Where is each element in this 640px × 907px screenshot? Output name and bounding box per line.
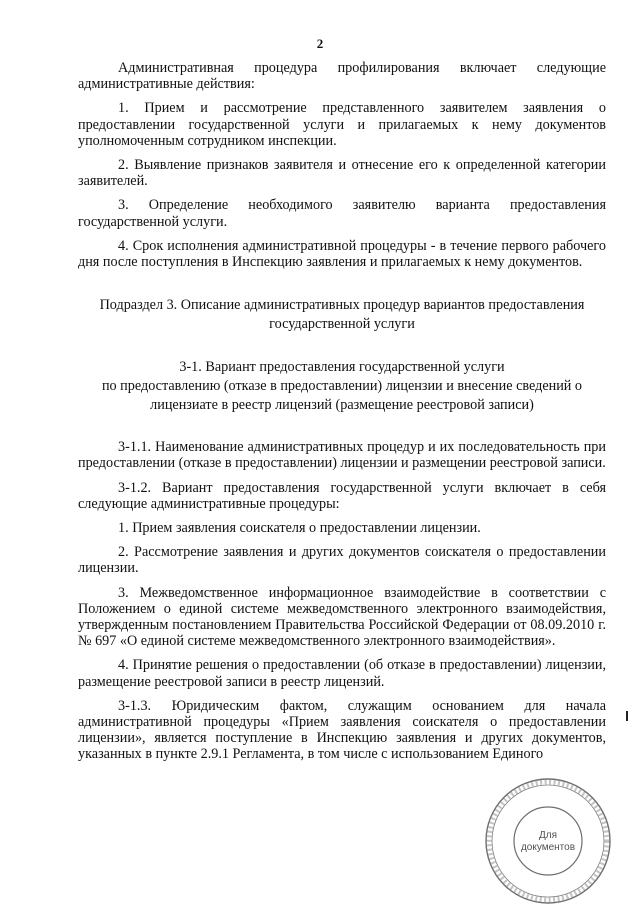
- document-body: [78, 60, 606, 771]
- paragraph: 4. Срок исполнения административной процедуры - в течение первого рабочего дня после поступления в Инспекцию заявления и прилагаемых к нему документов.: [78, 237, 606, 271]
- stamp-scribble-ring: [489, 782, 607, 900]
- stamp-middle-ring: [492, 785, 604, 897]
- paragraph: 1. Прием и рассмотрение представленного заявителем заявления о предоставлении государственной услуги и прилагаемых к нему документов уполномоченным сотрудником инспекции.: [78, 100, 606, 149]
- paragraph: 4. Принятие решения о предоставлении (об отказе в предоставлении) лицензии, размещение реестровой записи в реестр лицензий.: [78, 657, 606, 690]
- paragraph: 3-1.2. Вариант предоставления государственной услуги включает в себя следующие административные процедуры:: [78, 479, 606, 512]
- paragraph: 3. Определение необходимого заявителю варианта предоставления государственной услуги.: [78, 197, 606, 230]
- paragraph: Административная процедура профилирования включает следующие административные действия:: [78, 60, 606, 93]
- paragraph: 2. Выявление признаков заявителя и отнесение его к определенной категории заявителей.: [78, 157, 606, 190]
- variant-heading: [78, 358, 606, 415]
- paragraph: 1. Прием заявления соискателя о предоставлении лицензии.: [118, 520, 481, 537]
- margin-mark: [626, 711, 628, 721]
- variant-heading-line2: по предоставлению (отказе в предоставлении) лицензии и внесение сведений о лицензиате в реестр лицензий (размещение реестровой записи): [101, 378, 583, 414]
- official-stamp: [482, 775, 614, 907]
- page-number: 2: [316, 36, 324, 51]
- variant-heading-line1: 3-1. Вариант предоставления государственной услуги: [179, 359, 505, 376]
- stamp-inner-ring: [514, 807, 582, 875]
- stamp-text: Для документов: [520, 830, 576, 853]
- paragraph: 2. Рассмотрение заявления и других документов соискателя о предоставлении лицензии.: [78, 544, 606, 577]
- paragraph: 3-1.3. Юридическим фактом, служащим основанием для начала административной процедуры «Прием заявления соискателя о предоставлении лицензии», является поступление в Инспекцию заявления и других документов, указанных в пункте 2.9.1 Регламента, в том числе с использованием Единого: [78, 697, 606, 763]
- paragraph: 3. Межведомственное информационное взаимодействие в соответствии с Положением о единой системе межведомственного электронного взаимодействия, утвержденным постановлением Правительства Российской Федерации от 08.09.2010 г. № 697 «О единой системе межведомственного электронного взаимодействия».: [78, 584, 606, 650]
- paragraph: 3-1.1. Наименование административных процедур и их последовательность при предоставлении (отказе в предоставлении) лицензии и размещении реестровой записи.: [78, 439, 606, 472]
- subsection-heading: Подраздел 3. Описание административных процедур вариантов предоставления государственной услуги: [99, 297, 585, 333]
